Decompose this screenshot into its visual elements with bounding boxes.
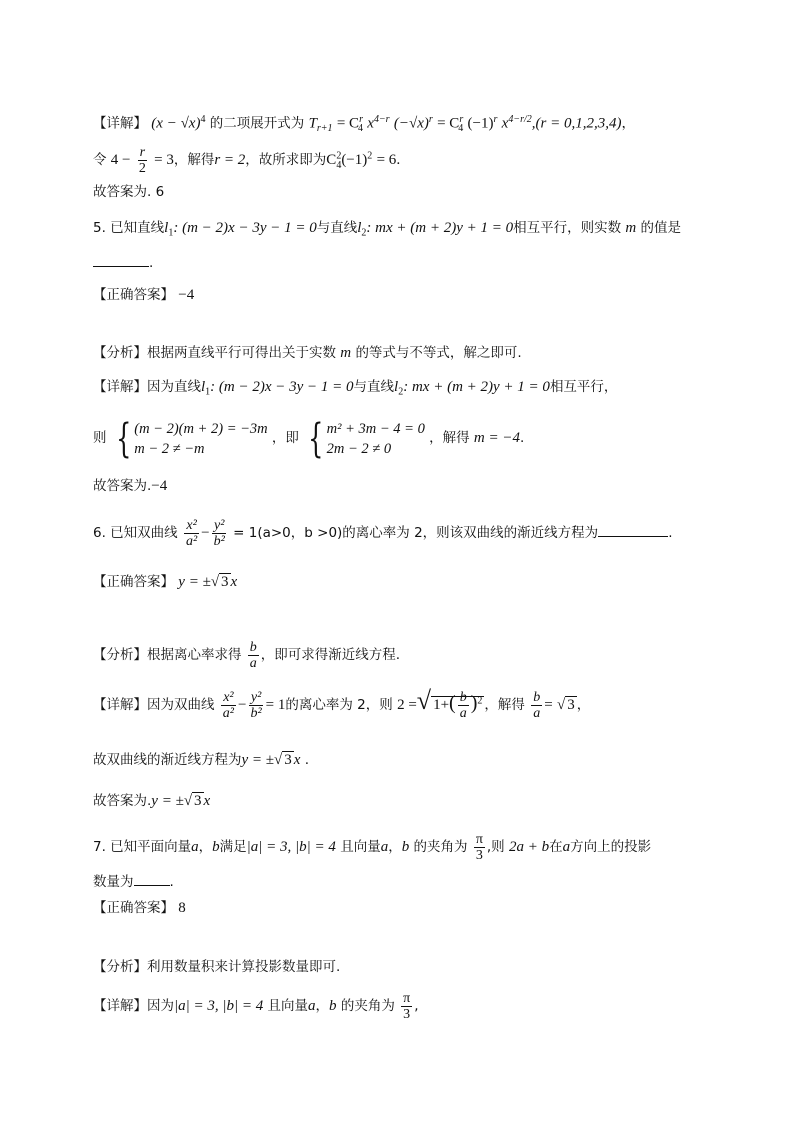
expr: = 6 [376,152,397,168]
paren-close: ) [470,692,478,714]
answer-value: 8 [178,900,186,916]
expr: r = 2 [214,152,246,168]
system-rows [327,419,425,459]
punct: ， [621,115,635,132]
text: ，即 [271,430,299,446]
detail-tag: 【详解】 [93,379,147,395]
detail-solve-line [93,145,410,176]
answer-blank [598,522,668,537]
expr: x [367,115,374,132]
numerator: x² [186,518,197,533]
detail-tag: 【详解】 [93,998,147,1014]
punct: . [149,255,154,271]
punct: ， [315,998,330,1014]
expr: ,(r = 0,1,2,3,4) [531,115,622,132]
expr: = C [437,115,460,132]
sqrt-sign: √ [416,686,432,715]
numerator: b [533,690,541,705]
answer-value: −4 [178,287,195,303]
analysis-6 [93,640,400,671]
detail-6 [93,686,591,721]
sup: r [428,114,433,125]
sub: 4 [357,123,363,135]
sup: 4−r/2 [508,114,532,125]
expr: : mx + (m + 2)y + 1 = 0 [403,379,550,395]
expr: (x − √x) [151,115,201,132]
analysis-tag: 【分析】 [93,959,147,975]
numerator: x² [223,690,234,705]
sub: 1 [168,227,174,239]
text: 在 [549,839,563,855]
text: 因为双曲线 [147,697,215,713]
denominator: b² [213,534,225,549]
detail-binomial-line [93,110,635,139]
answer-blank-line [93,252,153,273]
expr: 2a + b [508,839,550,855]
sqrt-arg: 3 [194,793,202,809]
text: 的值是 [640,220,682,236]
denominator: 3 [403,1007,411,1022]
question-5 [93,218,681,244]
detail-7 [93,991,419,1022]
fraction [137,145,148,176]
fraction [248,640,259,671]
text: 则 [93,430,107,446]
sup: 2 [367,150,373,162]
fraction [212,518,227,549]
fraction [531,690,542,721]
minus: − [238,697,247,713]
denominator: b² [250,706,262,721]
sqrt-sign: √ [183,793,193,809]
detail-5 [93,377,617,403]
fraction [248,690,263,721]
vector: a [562,839,571,855]
sqrt-sign: √ [210,574,220,590]
numerator: y² [214,518,225,533]
paren-open: ( [449,692,456,714]
denominator: 3 [475,848,483,863]
answer-blank [93,252,149,267]
expr: m [625,220,637,236]
sqrt-body [431,690,484,721]
sup: r [493,114,498,125]
text: 5. 已知直线 [93,220,165,236]
fraction [458,690,469,721]
answer-line: 故答案为. 6 [93,184,165,200]
fraction [401,991,412,1022]
text: 的等式与不等式，解之即可. [355,345,522,361]
equation-system [111,415,268,462]
text: 故答案为. [93,793,152,809]
punct: ． [396,152,410,168]
expr: x [501,115,509,132]
expr: : (m − 2)x − 3y − 1 = 0 [173,220,317,236]
denominator: a [459,706,467,721]
denominator: 2 [138,161,146,176]
expr: l [201,379,206,395]
question-7 [93,832,651,863]
sup: r [359,114,363,125]
punct: . [169,874,174,890]
detail-tag: 【详解】 [93,697,147,713]
question-7-cont [93,871,174,892]
denominator: a² [185,534,198,549]
sub: 2 [361,227,367,239]
fraction [184,518,199,549]
brace: { [115,415,132,462]
system-line-5 [93,415,525,462]
sqrt-arg: 3 [221,574,229,590]
expr: (−1) [467,115,494,132]
expr: 1+ [433,697,450,713]
text: 7. 已知平面向量 [93,839,192,855]
punct: ， [388,839,402,855]
sqrt-arg: 3 [567,697,575,713]
expr: (−1) [341,152,368,168]
analysis-5 [93,343,522,363]
sup: r [459,114,464,125]
vector: a [308,998,316,1014]
expr: = 3 [154,152,174,168]
expr: T [308,115,317,132]
punct: . [668,525,673,541]
system-row: m − 2 ≠ −m [134,440,205,457]
sub: 4 [458,123,464,135]
analysis-7 [93,957,340,977]
asymptote-line [93,750,309,770]
expr: x [203,793,211,809]
text: 且向量 [340,839,381,855]
vector: a [191,839,199,855]
expr: l [394,379,399,395]
text: 的离心率为 2，则 [285,697,393,713]
expr: y = ± [151,793,184,809]
expr: 4 − [110,152,131,168]
expr: = [544,697,553,713]
answer-tag: 【正确答案】 [93,900,174,916]
vector: b [329,998,337,1014]
minus: − [201,525,210,541]
numerator: b [249,640,257,655]
expr: : mx + (m + 2)y + 1 = 0 [366,220,514,236]
analysis-tag: 【分析】 [93,647,147,663]
sub: 4 [336,159,342,171]
expr: l [357,220,362,236]
text: 因为 [147,998,174,1014]
denominator: a² [222,706,234,721]
sup: 2 [336,150,342,162]
system-rows [134,419,267,459]
expr: = 1 [265,697,286,713]
answer-tag: 【正确答案】 [93,287,174,303]
brace: { [308,415,324,462]
sub: r+1 [316,123,333,135]
sqrt-arg: 3 [284,752,292,768]
exp: 4 [200,114,206,125]
sup: 2 [477,695,483,707]
vector: b [401,839,410,855]
numerator: b [459,690,467,705]
sqrt-sign: √ [274,752,283,768]
analysis-tag: 【分析】 [93,345,147,361]
punct: , [414,998,419,1014]
punct: ， [198,839,213,855]
expr: m = −4 [473,430,520,446]
expr: y = ± [241,752,275,768]
text: 相互平行， [549,379,618,395]
text: 方向上的投影 [570,839,652,855]
text: 相互平行，则实数 [513,220,622,236]
expr: y = ± [178,574,211,590]
text: ，解得 [173,152,215,168]
text: 故双曲线的渐近线方程为 [93,752,242,768]
system-row: 2m − 2 ≠ 0 [326,440,392,457]
system-row: (m − 2)(m + 2) = −3m [134,420,268,437]
expr: C [326,152,337,168]
text: 数量为 [93,874,134,890]
text: 根据两直线平行可得出关于实数 [147,345,336,361]
sqrt-sign: √ [556,697,566,713]
text: 的夹角为 [340,998,395,1014]
text: ，故所求即为 [245,152,327,168]
fraction [221,690,236,721]
answer-6-final [93,791,210,811]
text: ，解得 [484,697,525,713]
vector: a [380,839,389,855]
expr: l [164,220,169,236]
vector: b [212,839,220,855]
correct-answer-6 [93,572,237,592]
text: 与直线 [316,220,358,236]
numerator: r [139,145,146,160]
punct: . [520,430,525,446]
expr: 2 = [397,697,417,713]
answer-5-final [93,476,167,496]
expr: |a| = 3, |b| = 4 [174,998,264,1014]
text: 的二项展开式为 [209,115,305,132]
fraction [474,832,485,863]
sup: 4−r [373,114,390,125]
sub: 2 [398,386,404,398]
system-row: m² + 3m − 4 = 0 [326,420,425,437]
text: ，解得 [429,430,470,446]
expr: x [293,752,301,768]
sub: 1 [205,386,211,398]
text: 的夹角为 [413,839,468,855]
numerator: π [403,991,411,1006]
text: 令 [93,152,107,168]
text: 且向量 [267,998,309,1014]
text: 满足 [219,839,247,855]
expr: = C [336,115,360,132]
text: 故答案为. [93,478,152,494]
expr: m [340,345,352,361]
expr: : (m − 2)x − 3y − 1 = 0 [210,379,354,395]
answer-tag: 【正确答案】 [93,574,174,590]
expr: |a| = 3, |b| = 4 [246,839,336,855]
question-6 [93,518,672,549]
expr: −4 [151,478,168,494]
text: = 1(a>0，b >0)的离心率为 2，则该双曲线的渐近线方程为 [233,525,599,541]
punct: . [304,752,310,768]
equation-system [303,415,425,462]
denominator: a [249,656,257,671]
text: 利用数量积来计算投影数量即可. [147,959,341,975]
detail-tag: 【详解】 [93,115,147,132]
text: ，即可求得渐近线方程. [260,647,401,663]
answer-blank [134,871,170,886]
text: 与直线 [353,379,395,395]
correct-answer-5 [93,285,194,305]
correct-answer-7 [93,898,186,918]
numerator: y² [250,690,262,705]
expr: (−√x) [393,115,429,132]
text: ,则 [486,839,505,855]
text: 6. 已知双曲线 [93,525,178,541]
text: 因为直线 [147,379,201,395]
denominator: a [533,706,541,721]
numerator: π [475,832,483,847]
punct: ， [576,697,591,713]
expr: x [230,574,238,590]
text: 根据离心率求得 [147,647,242,663]
